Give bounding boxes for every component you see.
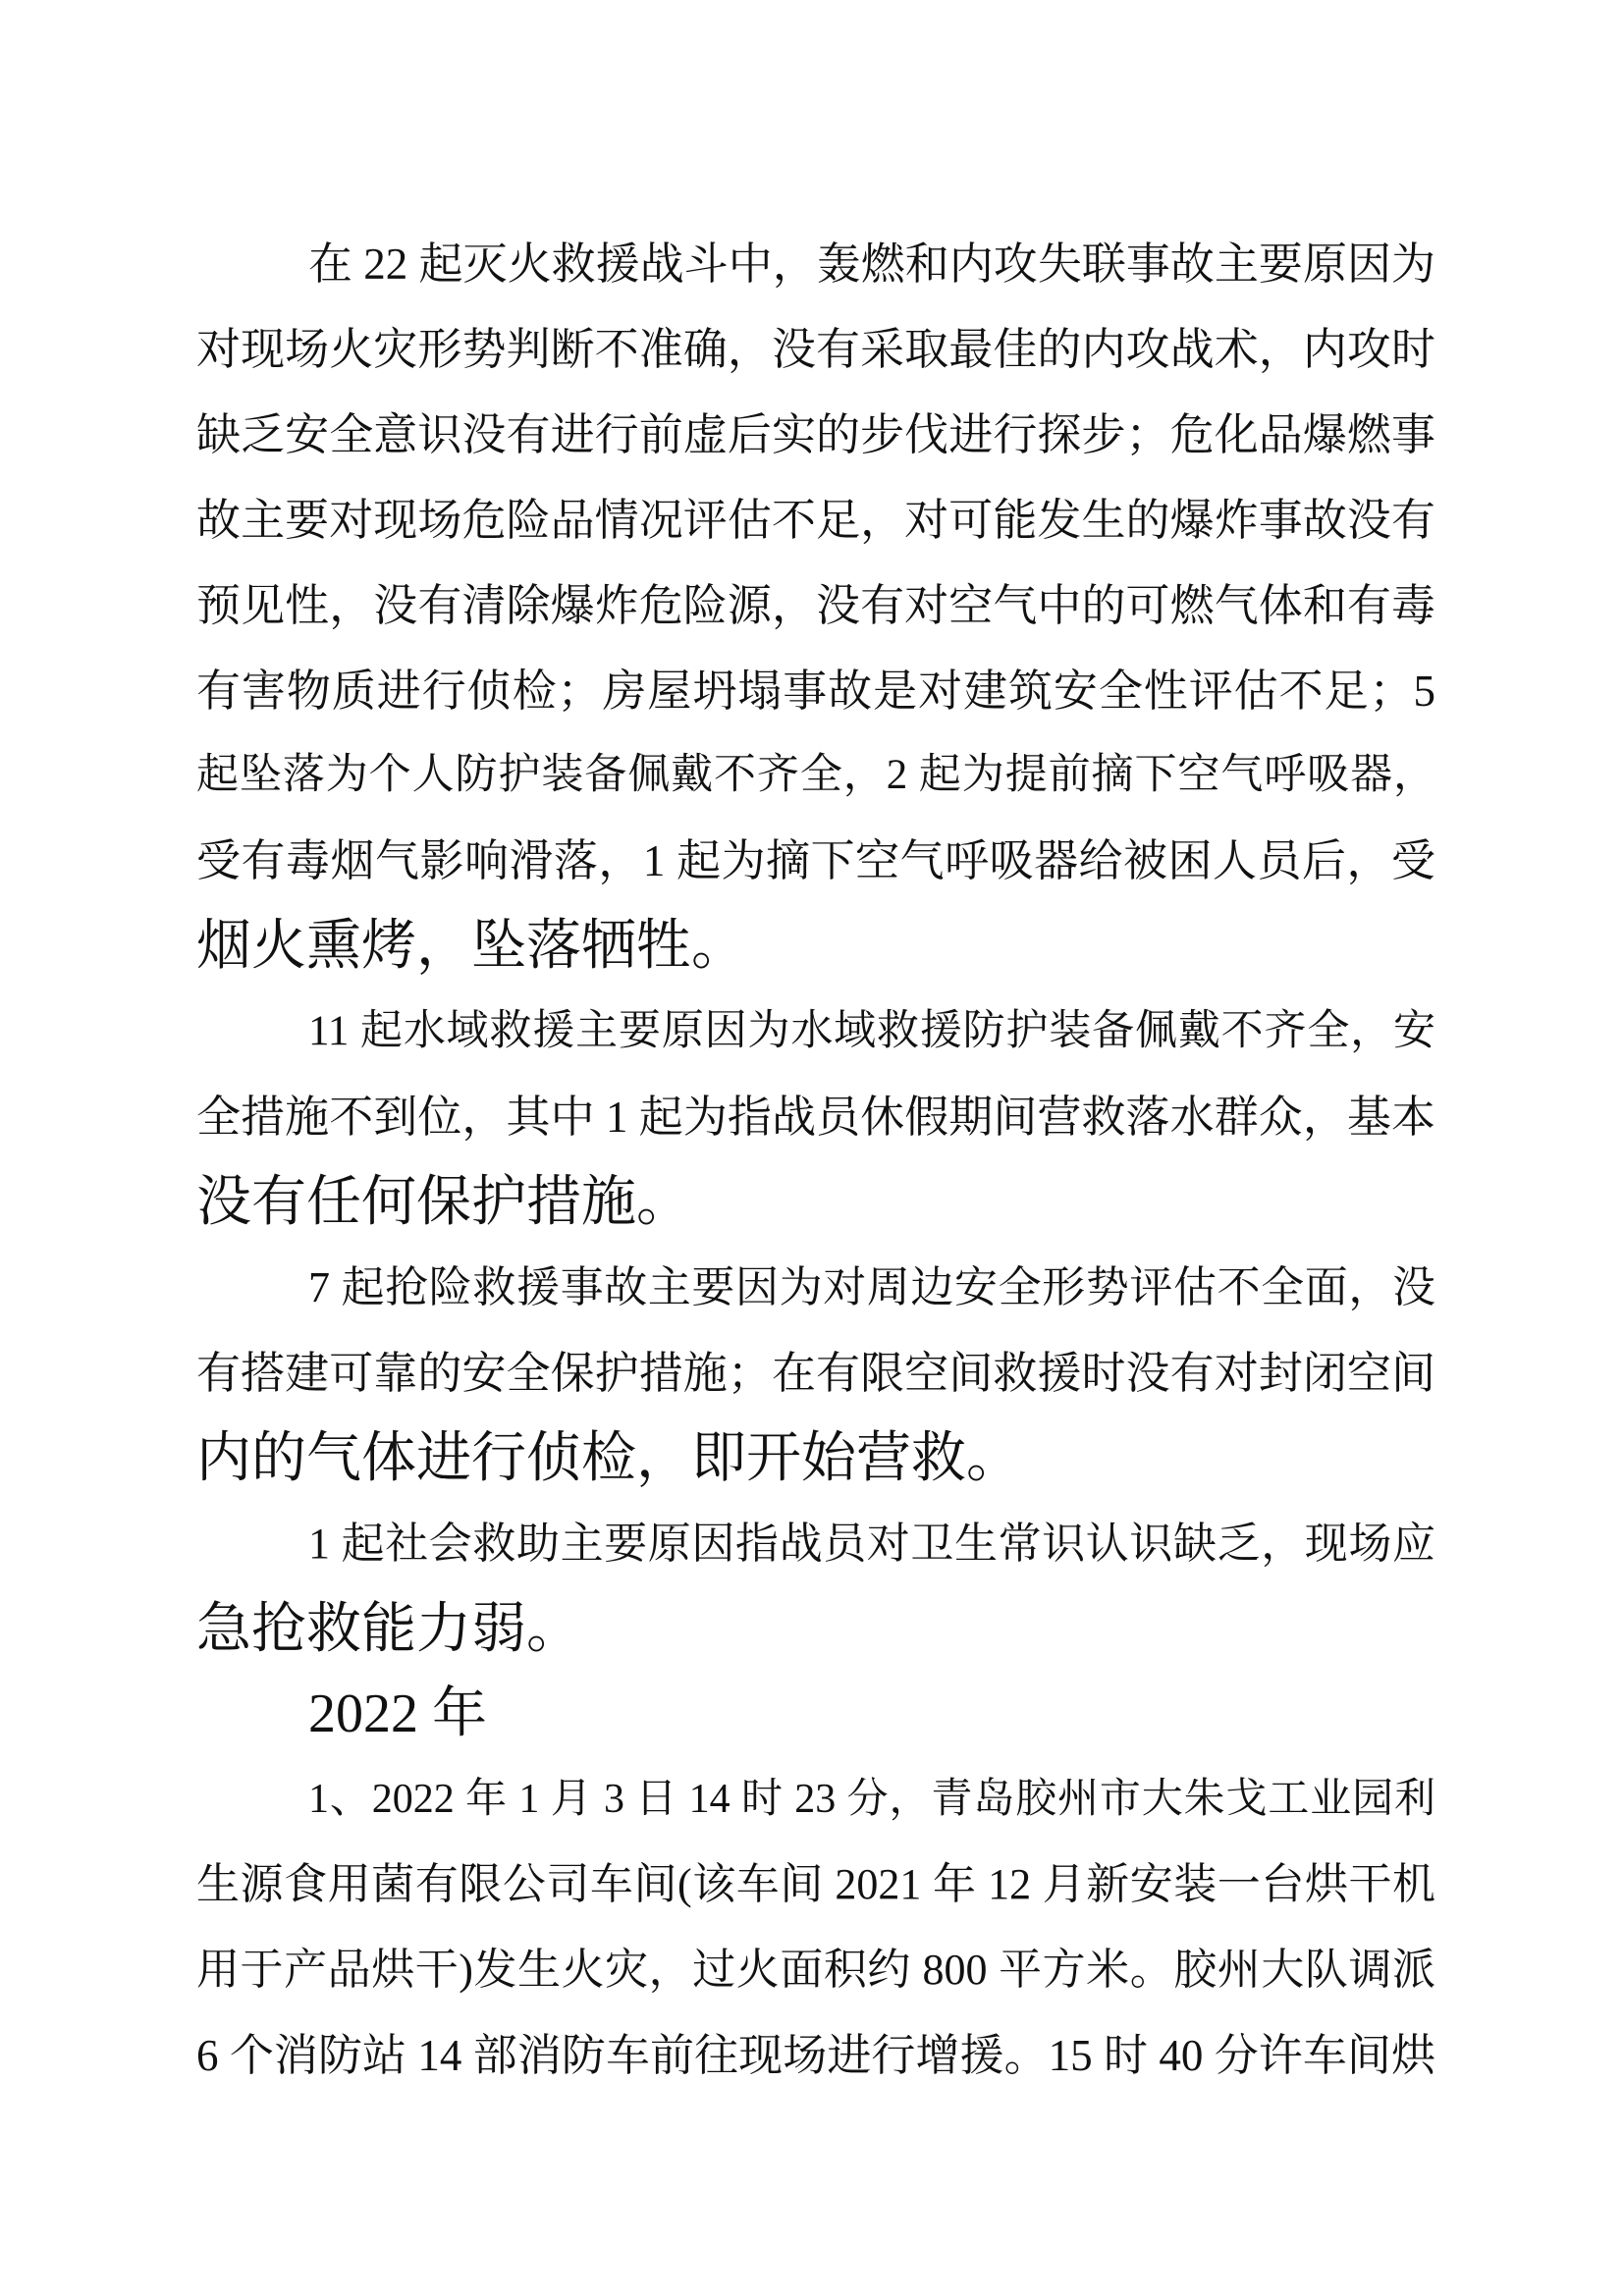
text-line: 7 起抢险救援事故主要因为对周边安全形势评估不全面，没 <box>308 1262 1435 1311</box>
text-line: 急抢救能力弱。 <box>196 1598 581 1660</box>
text-line: 缺乏安全意识没有进行前虚后实的步伐进行探步；危化品爆燃事 <box>196 409 1435 459</box>
text-line: 故主要对现场危险品情况评估不足，对可能发生的爆炸事故没有 <box>196 495 1435 545</box>
text-line: 内的气体进行侦检，即开始营救。 <box>196 1427 1021 1489</box>
text-line: 11 起水域救援主要原因为水域救援防护装备佩戴不齐全，安 <box>308 1008 1435 1055</box>
text-line: 在 22 起灭火救援战斗中，轰燃和内攻失联事故主要原因为 <box>308 240 1435 289</box>
text-line: 有害物质进行侦检；房屋坍塌事故是对建筑安全性评估不足；5 <box>196 666 1435 716</box>
text-line: 1 起社会救助主要原因指战员对卫生常识认识缺乏，现场应 <box>308 1519 1435 1568</box>
text-line: 预见性，没有清除爆炸危险源，没有对空气中的可燃气体和有毒 <box>196 580 1435 630</box>
text-line: 没有任何保护措施。 <box>196 1171 691 1233</box>
text-line: 全措施不到位，其中 1 起为指战员休假期间营救落水群众，基本 <box>196 1093 1435 1143</box>
text-line: 用于产品烘干)发生火灾，过火面积约 800 平方米。胶州大队调派 <box>196 1946 1435 1995</box>
text-line: 烟火熏烤，坠落牺牲。 <box>196 916 746 978</box>
text-line: 有搭建可靠的安全保护措施；在有限空间救援时没有对封闭空间 <box>196 1348 1435 1398</box>
text-line: 对现场火灾形势判断不准确，没有采取最佳的内攻战术，内攻时 <box>196 324 1435 374</box>
text-line: 受有毒烟气影响滑落，1 起为摘下空气呼吸器给被困人员后，受 <box>196 836 1435 886</box>
text-line: 1、2022 年 1 月 3 日 14 时 23 分，青岛胶州市大朱戈工业园利 <box>308 1777 1435 1823</box>
text-line: 起坠落为个人防护装备佩戴不齐全，2 起为提前摘下空气呼吸器， <box>196 752 1435 799</box>
text-line: 6 个消防站 14 部消防车前往现场进行增援。15 时 40 分许车间烘 <box>196 2031 1435 2081</box>
text-line: 生源食用菌有限公司车间(该车间 2021 年 12 月新安装一台烘干机 <box>196 1860 1435 1909</box>
document-body <box>196 222 1435 2099</box>
text-line: 2022 年 <box>308 1683 487 1745</box>
